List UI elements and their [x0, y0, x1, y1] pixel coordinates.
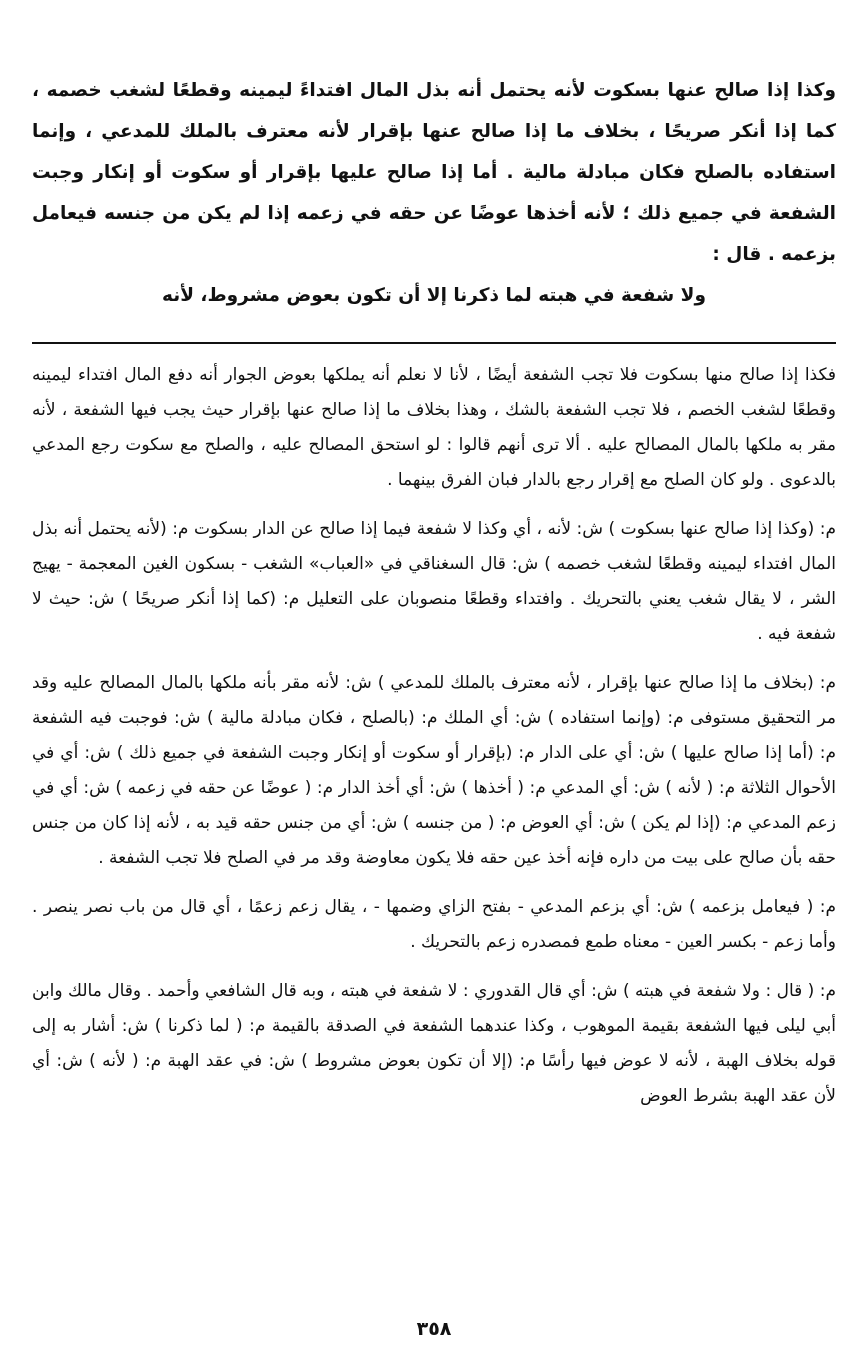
commentary-paragraph-3: م: (بخلاف ما إذا صالح عنها بإقرار ، لأنه معترف بالملك للمدعي ) ش: لأنه مقر بأنه ملكها بالمال المصالح عليه وقد مر التحقيق مستوفى م: (وإنما استفاده ) ش: أي الملك م: (بالصلح ، فكان مبادلة مالية ) ش: فوجبت فيه الشفعة م: (أما إذا صالح عليها ) ش: أي على الدار م: (بإقرار أو سكوت أو إنكار وجبت الشفعة في جميع ذلك ) ش: أي في الأحوال الثلاثة م: ( لأنه ) ش: أي المدعي م: ( أخذها ) ش: أي أخذ الدار م: ( عوضًا عن حقه في زعمه ) ش: أي في زعم المدعي م: (إذا لم يكن ) ش: أي العوض م: ( من جنسه ) ش: أي من جنس حقه قيد به ، لأنه إذا كان من جنس حقه بأن صالح على بيت من داره فإنه أخذ عين حقه فلا يكون معاوضة وقد مر في الصلح فلا تجب الشفعة .: [32, 673, 836, 868]
page-number: ٣٥٨: [416, 1318, 452, 1340]
commentary-paragraph-1: فكذا إذا صالح منها بسكوت فلا تجب الشفعة أيضًا ، لأنا لا نعلم أنه يملكها بعوض الجوار أنه دفع المال افتداء ليمينه وقطعًا لشغب الخصم ، فلا تجب الشفعة بالشك ، وهذا بخلاف ما إذا صالح عنها بإقرار حيث يجب فيها الشفعة ، لأنه مقر به ملكها بالمال المصالح عليه . ألا ترى أنهم قالوا : لو استحق المصالح عليه ، والصلح مع سكوت رجع المدعي بالدعوى . ولو كان الصلح مع إقرار رجع بالدار فبان الفرق بينهما .: [32, 365, 836, 490]
commentary-paragraph-4: م: ( فيعامل بزعمه ) ش: أي بزعم المدعي - بفتح الزاي وضمها - ، يقال زعم زعمًا ، أي قال من باب نصر ينصر . وأما زعم - بكسر العين - معناه طمع فمصدره زعم بالتحريك .: [32, 897, 836, 952]
commentary-paragraph-5: م: ( قال : ولا شفعة في هبته ) ش: أي قال القدوري : لا شفعة في هبته ، وبه قال الشافعي وأحمد . وقال مالك وابن أبي ليلى فيها الشفعة بقيمة الموهوب ، وكذا عندهما الشفعة في الصدقة بالقيمة م: ( لما ذكرنا ) ش: أشار به إلى قوله بخلاف الهبة ، لأنه لا عوض فيها رأسًا م: (إلا أن تكون بعوض مشروط ) ش: في عقد الهبة م: ( لأنه ) ش: أي لأن عقد الهبة بشرط العوض: [32, 981, 836, 1106]
main-text-last-line: ولا شفعة في هبته لما ذكرنا إلا أن تكون بعوض مشروط، لأنه: [162, 285, 706, 306]
main-text: [32, 70, 836, 316]
main-text-body: وكذا إذا صالح عنها بسكوت لأنه يحتمل أنه بذل المال افتداءً ليمينه وقطعًا لشغب خصمه ، كما إذا أنكر صريحًا ، بخلاف ما إذا صالح عنها بإقرار لأنه معترف بالملك للمدعي ، وإنما استفاده بالصلح فكان مبادلة مالية . أما إذا صالح عليها بإقرار أو سكوت أو إنكار وجبت الشفعة في جميع ذلك ؛ لأنه أخذها عوضًا عن حقه في زعمه إذا لم يكن من جنسه فيعامل بزعمه . قال :: [32, 80, 836, 265]
commentary-paragraph-2: م: (وكذا إذا صالح عنها بسكوت ) ش: لأنه ، أي وكذا لا شفعة فيما إذا صالح عن الدار بسكوت م: (لأنه يحتمل أنه بذل المال افتداء ليمينه وقطعًا لشغب خصمه ) ش: قال السغناقي في «العباب» الشغب - بسكون الغين المعجمة - يهيج الشر ، لا يقال شغب يعني بالتحريك . وافتداء وقطعًا منصوبان على التعليل م: (كما إذا أنكر صريحًا ) ش: حيث لا شفعة فيه .: [32, 519, 836, 644]
separator-line: [32, 342, 836, 344]
